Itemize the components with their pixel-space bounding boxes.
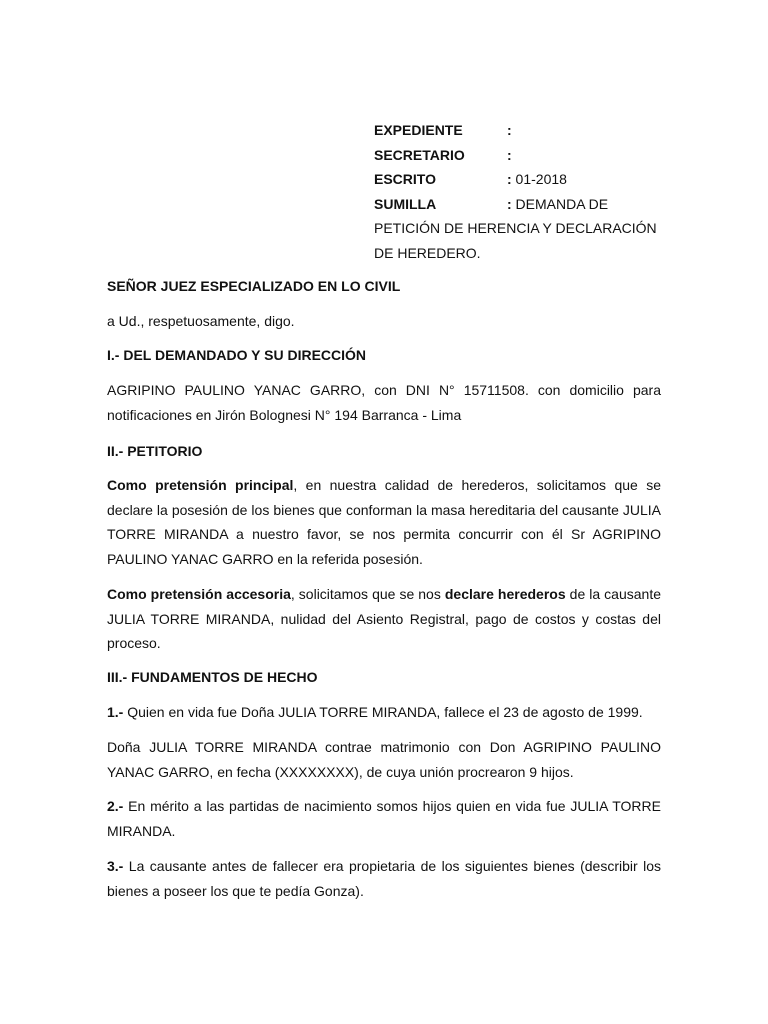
fact-1-text: Quien en vida fue Doña JULIA TORRE MIRANDA, fallece el 23 de agosto de 1999. [123,704,643,720]
case-header [374,118,674,265]
fact-1b: Doña JULIA TORRE MIRANDA contrae matrimonio con Don AGRIPINO PAULINO YANAC GARRO, en fecha (XXXXXXXX), de cuya unión procrearon 9 hijos. [107,739,661,780]
sumilla-value: DEMANDA DE [511,195,609,212]
secretario-label: SECRETARIO [374,146,465,163]
sumilla-colon: : [507,195,512,212]
fact-2 [107,794,661,843]
secretario-row [374,143,674,168]
fact-3-text: La causante antes de fallecer era propietaria de los siguientes bienes (describir los bienes a poseer los que te pedía Gonza). [107,858,661,899]
pretension-principal-text: , en nuestra calidad de herederos, solicitamos que se declare la posesión de los bienes que conforman la masa hereditaria del causante JULIA TORRE MIRANDA a nuestro favor, se nos permita concurrir con él Sr AGRIPINO PAULINO YANAC GARRO en la referida posesión. [107,477,661,567]
sumilla-label: SUMILLA [374,195,437,212]
expediente-value: : [507,122,512,138]
fact-3 [107,854,661,903]
escrito-label: ESCRITO [374,171,436,187]
pretension-principal-label: Como pretensión principal [107,477,294,493]
section-1-title: I.- DEL DEMANDADO Y SU DIRECCIÓN [107,347,367,363]
pretension-principal-paragraph [107,473,661,571]
sumilla-row [374,192,674,217]
declare-herederos-text: declare herederos [444,586,566,602]
expediente-label: EXPEDIENTE [374,122,463,138]
escrito-row [374,167,674,192]
secretario-value: : [507,146,512,163]
section-3-title: III.- FUNDAMENTOS DE HECHO [107,669,318,685]
pretension-accesoria-text-a: , solicitamos que se nos [290,586,445,602]
fact-2-number: 2.- [107,798,124,814]
sumilla-continuation-2: DE HEREDERO. [374,244,481,261]
greeting: a Ud., respetuosamente, digo. [107,313,295,329]
escrito-colon: : [507,171,512,187]
section-2-title: II.- PETITORIO [107,443,203,459]
pretension-accesoria-paragraph [107,582,661,656]
fact-1-number: 1.- [107,704,124,720]
expediente-row [374,118,674,143]
escrito-value: 01-2018 [511,171,567,187]
fact-2-text: En mérito a las partidas de nacimiento somos hijos quien en vida fue JULIA TORRE MIRANDA. [107,798,661,839]
sumilla-continuation-1: PETICIÓN DE HERENCIA Y DECLARACIÓN [374,220,657,236]
pretension-accesoria-label: Como pretensión accesoria [107,586,291,602]
fact-3-number: 3.- [107,858,124,874]
pretension-accesoria-text-b: de la causante JULIA TORRE MIRANDA, nulidad del Asiento Registral, pago de costos y costas del proceso. [107,586,662,651]
addressee: SEÑOR JUEZ ESPECIALIZADO EN LO CIVIL [107,278,401,294]
section-1-body: AGRIPINO PAULINO YANAC GARRO, con DNI N° 15711508. con domicilio para notificaciones en Jirón Bolognesi N° 194 Barranca - Lima [107,382,661,423]
fact-1 [107,700,661,725]
